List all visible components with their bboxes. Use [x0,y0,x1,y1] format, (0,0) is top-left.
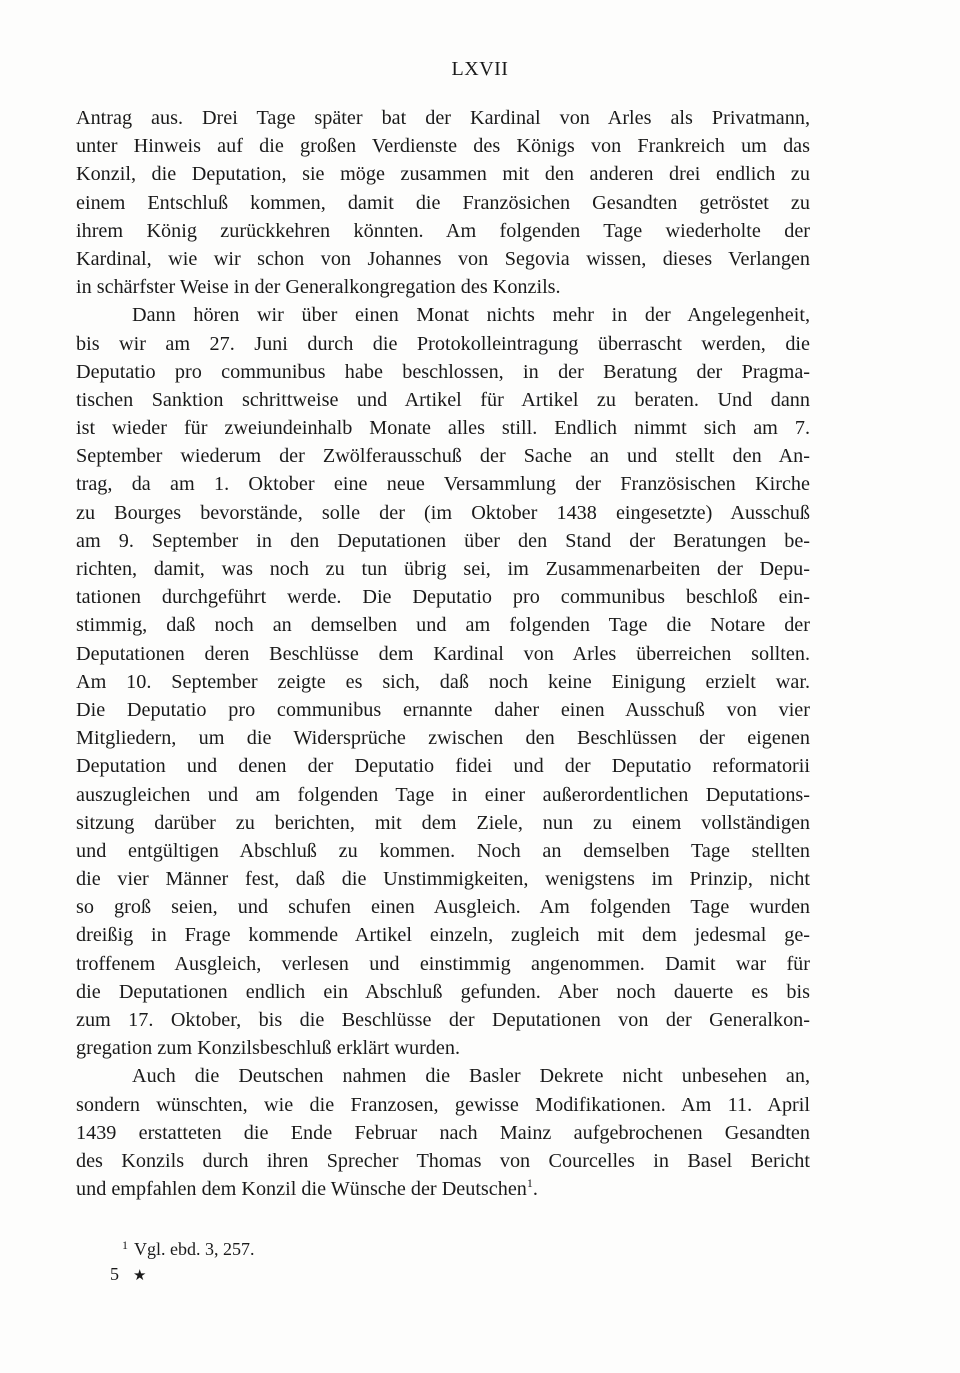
text-line: und empfahlen dem Konzil die Wünsche der Deutschen [76,1178,527,1201]
text-line: Antrag aus. Drei Tage später bat der Kardinal von Arles als Privatmann, [76,107,810,129]
text-line: zum 17. Oktober, bis die Beschlüsse der Deputationen von der Generalkon- [76,1009,810,1031]
text-line: Die Deputatio pro communibus ernannte daher einen Ausschuß von vier [76,698,810,721]
text-line: sondern wünschten, wie die Franzosen, gewisse Modifikationen. Am 11. April [76,1093,810,1116]
footnote-text: Vgl. ebd. 3, 257. [134,1239,255,1259]
footnote-reference: 1 [526,1176,533,1191]
text-line: die vier Männer fest, daß die Unstimmigkeiten, wenigstens im Prinzip, nicht [76,868,810,891]
text-line: sitzung darüber zu berichten, mit dem Ziele, nun zu einem vollständigen [76,811,810,834]
text-line: September wiederum der Zwölferausschuß der Sache an und stellt den An- [76,445,810,468]
closing-punctuation: . [532,1178,538,1201]
page-number: LXVII [451,58,509,80]
text-line: gregation zum Konzilsbeschluß erklärt wurden. [76,1037,461,1060]
body-text [76,104,810,1203]
paragraph [76,104,810,301]
text-line: tationen durchgeführt werde. Die Deputatio pro communibus beschloß ein- [76,586,810,609]
text-line: Deputatio pro communibus habe beschlossen, in der Beratung der Pragma- [76,360,810,383]
text-line: auszugleichen und am folgenden Tage in einer außerordentlichen Deputations- [76,783,810,806]
text-line: Auch die Deutschen nahmen die Basler Dekrete nicht unbesehen an, [132,1065,810,1088]
text-line: unter Hinweis auf die großen Verdienste des Königs von Frankreich um das [76,135,810,158]
text-line: Mitgliedern, um die Widersprüche zwischen den Beschlüssen der eigenen [76,727,810,750]
text-line: trag, da am 1. Oktober eine neue Versammlung der Französischen Kirche [76,473,810,496]
text-line: troffenem Ausgleich, verlesen und einstimmig angenommen. Damit war für [76,952,810,975]
paragraph [76,301,810,1062]
text-line: Deputationen deren Beschlüsse dem Kardinal von Arles überreichen sollten. [76,642,810,665]
text-line: bis wir am 27. Juni durch die Protokolleintragung überrascht werden, die [76,332,810,355]
text-line: richten, damit, was noch zu tun übrig sei, im Zusammenarbeiten der Depu- [76,558,810,580]
star-icon: ★ [133,1268,147,1284]
signature-number: 5 [110,1264,119,1284]
text-line: einem Entschluß kommen, damit die Französichen Gesandten getröstet zu [76,191,810,214]
text-line: so groß seien, und schufen einen Ausgleich. Am folgenden Tage wurden [76,896,810,919]
signature-mark [110,1264,146,1285]
text-line: des Konzils durch ihren Sprecher Thomas von Courcelles in Basel Bericht [76,1149,810,1172]
text-line: ihrem König zurückkehren könnten. Am folgenden Tage wiederholte der [76,219,810,242]
text-line: Am 10. September zeigte es sich, daß noch keine Einigung erzielt war. [76,670,810,693]
text-line: die Deputationen endlich ein Abschluß gefunden. Aber noch dauerte es bis [76,980,810,1003]
text-line: Deputation und denen der Deputatio fidei und der Deputatio reformatorii [76,755,810,778]
text-line: am 9. September in den Deputationen über den Stand der Beratungen be- [76,529,810,552]
paragraph [76,1062,810,1203]
text-line: ist wieder für zweiundeinhalb Monate alles still. Endlich nimmt sich am 7. [76,417,810,440]
text-line: zu Bourges bevorstände, solle der (im Oktober 1438 eingesetzte) Ausschuß [76,501,810,524]
text-line: dreißig in Frage kommende Artikel einzeln, zugleich mit dem jedesmal ge- [76,924,810,947]
footnote-mark: 1 [122,1238,128,1252]
text-line: in schärfster Weise in der Generalkongregation des Konzils. [76,276,561,299]
text-line: stimmig, daß noch an demselben und am folgenden Tage die Notare der [76,614,810,637]
footnote [122,1238,255,1260]
text-line: 1439 erstatteten die Ende Februar nach Mainz aufgebrochenen Gesandten [76,1121,810,1144]
text-line: Dann hören wir über einen Monat nichts mehr in der Angelegenheit, [132,304,810,327]
text-line: tischen Sanktion schrittweise und Artikel für Artikel zu beraten. Und dann [76,388,810,411]
text-line: Konzil, die Deputation, sie möge zusammen mit den anderen drei endlich zu [76,163,810,186]
text-line: und entgültigen Abschluß zu kommen. Noch an demselben Tage stellten [76,839,810,862]
text-line: Kardinal, wie wir schon von Johannes von Segovia wissen, dieses Verlangen [76,247,810,270]
